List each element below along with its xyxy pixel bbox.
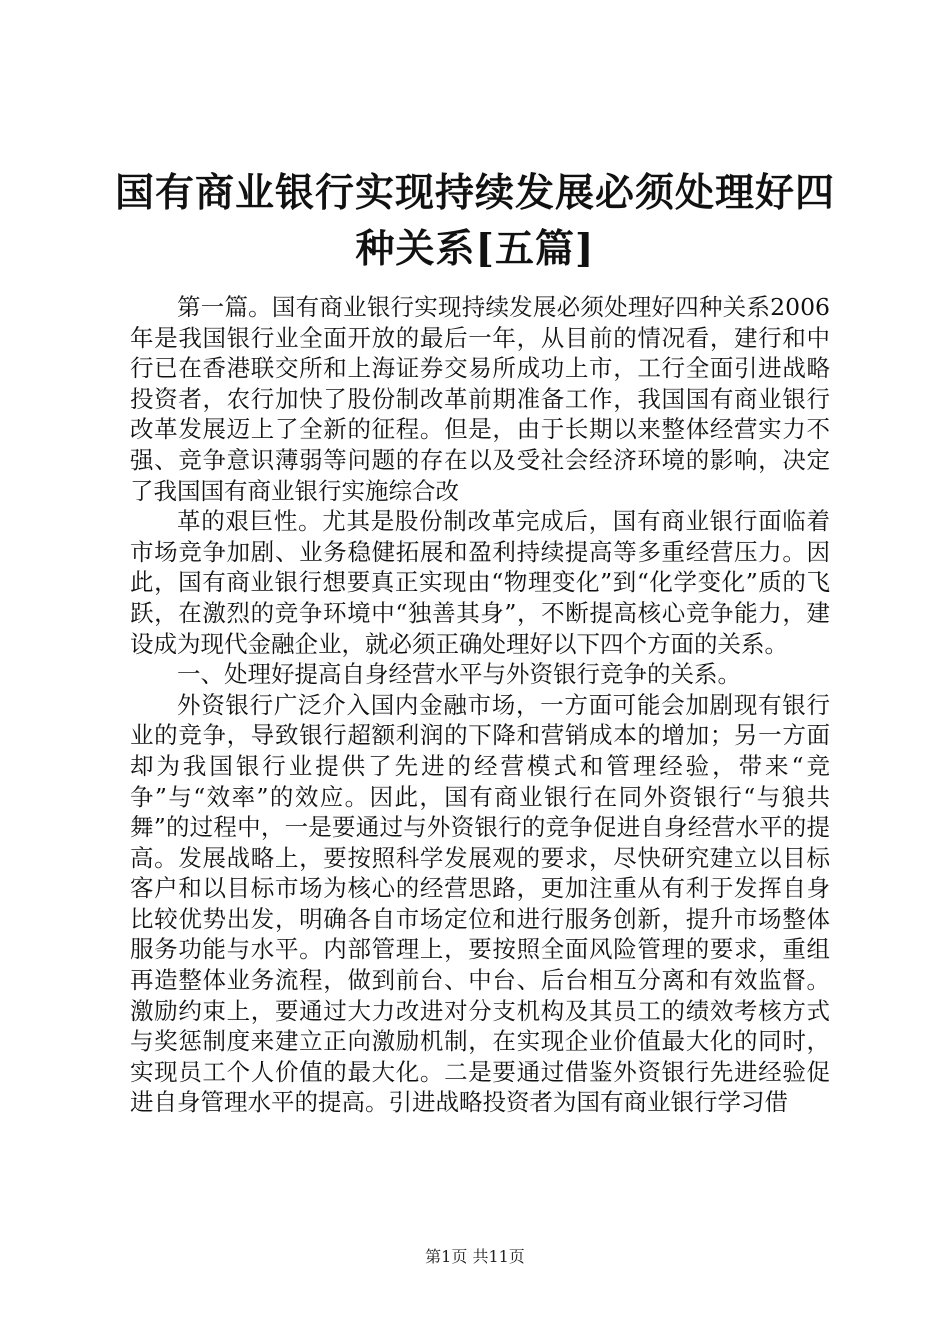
paragraph-1: 第一篇。国有商业银行实现持续发展必须处理好四种关系2006年是我国银行业全面开放的最后一年，从目前的情况看，建行和中行已在香港联交所和上海证券交易所成功上市，工行全面引进战略投资者，农行加快了股份制改革前期准备工作，我国国有商业银行改革发展迈上了全新的征程。但是，由于长期以来整体经营实力不强、竞争意识薄弱等问题的存在以及受社会经济环境的影响，决定了我国国有商业银行实施综合改 — [130, 293, 830, 505]
document-title: 国有商业银行实现持续发展必须处理好四种关系[五篇] — [114, 170, 835, 272]
page-number-footer: 第1页 共11页 — [425, 1247, 525, 1266]
paragraph-3-heading: 一、处理好提高自身经营水平与外资银行竞争的关系。 — [177, 660, 741, 689]
paragraph-2: 革的艰巨性。尤其是股份制改革完成后，国有商业银行面临着市场竞争加剧、业务稳健拓展和盈利持续提高等多重经营压力。因此，国有商业银行想要真正实现由“物理变化”到“化学变化”质的飞跃，在激烈的竞争环境中“独善其身”，不断提高核心竞争能力，建设成为现代金融企业，就必须正确处理好以下四个方面的关系。 — [130, 507, 830, 658]
paragraph-4: 外资银行广泛介入国内金融市场，一方面可能会加剧现有银行业的竞争，导致银行超额利润的下降和营销成本的增加；另一方面却为我国银行业提供了先进的经营模式和管理经验，带来“竞争”与“效率”的效应。因此，国有商业银行在同外资银行“与狼共舞”的过程中，一是要通过与外资银行的竞争促进自身经营水平的提高。发展战略上，要按照科学发展观的要求，尽快研究建立以目标客户和以目标市场为核心的经营思路，更加注重从有利于发挥自身比较优势出发，明确各自市场定位和进行服务创新，提升市场整体服务功能与水平。内部管理上，要按照全面风险管理的要求，重组再造整体业务流程，做到前台、中台、后台相互分离和有效监督。激励约束上，要通过大力改进对分支机构及其员工的绩效考核方式与奖惩制度来建立正向激励机制，在实现企业价值最大化的同时，实现员工个人价值的最大化。二是要通过借鉴外资银行先进经验促进自身管理水平的提高。引进战略投资者为国有商业银行学习借 — [130, 690, 830, 1117]
document-body — [130, 292, 830, 1118]
